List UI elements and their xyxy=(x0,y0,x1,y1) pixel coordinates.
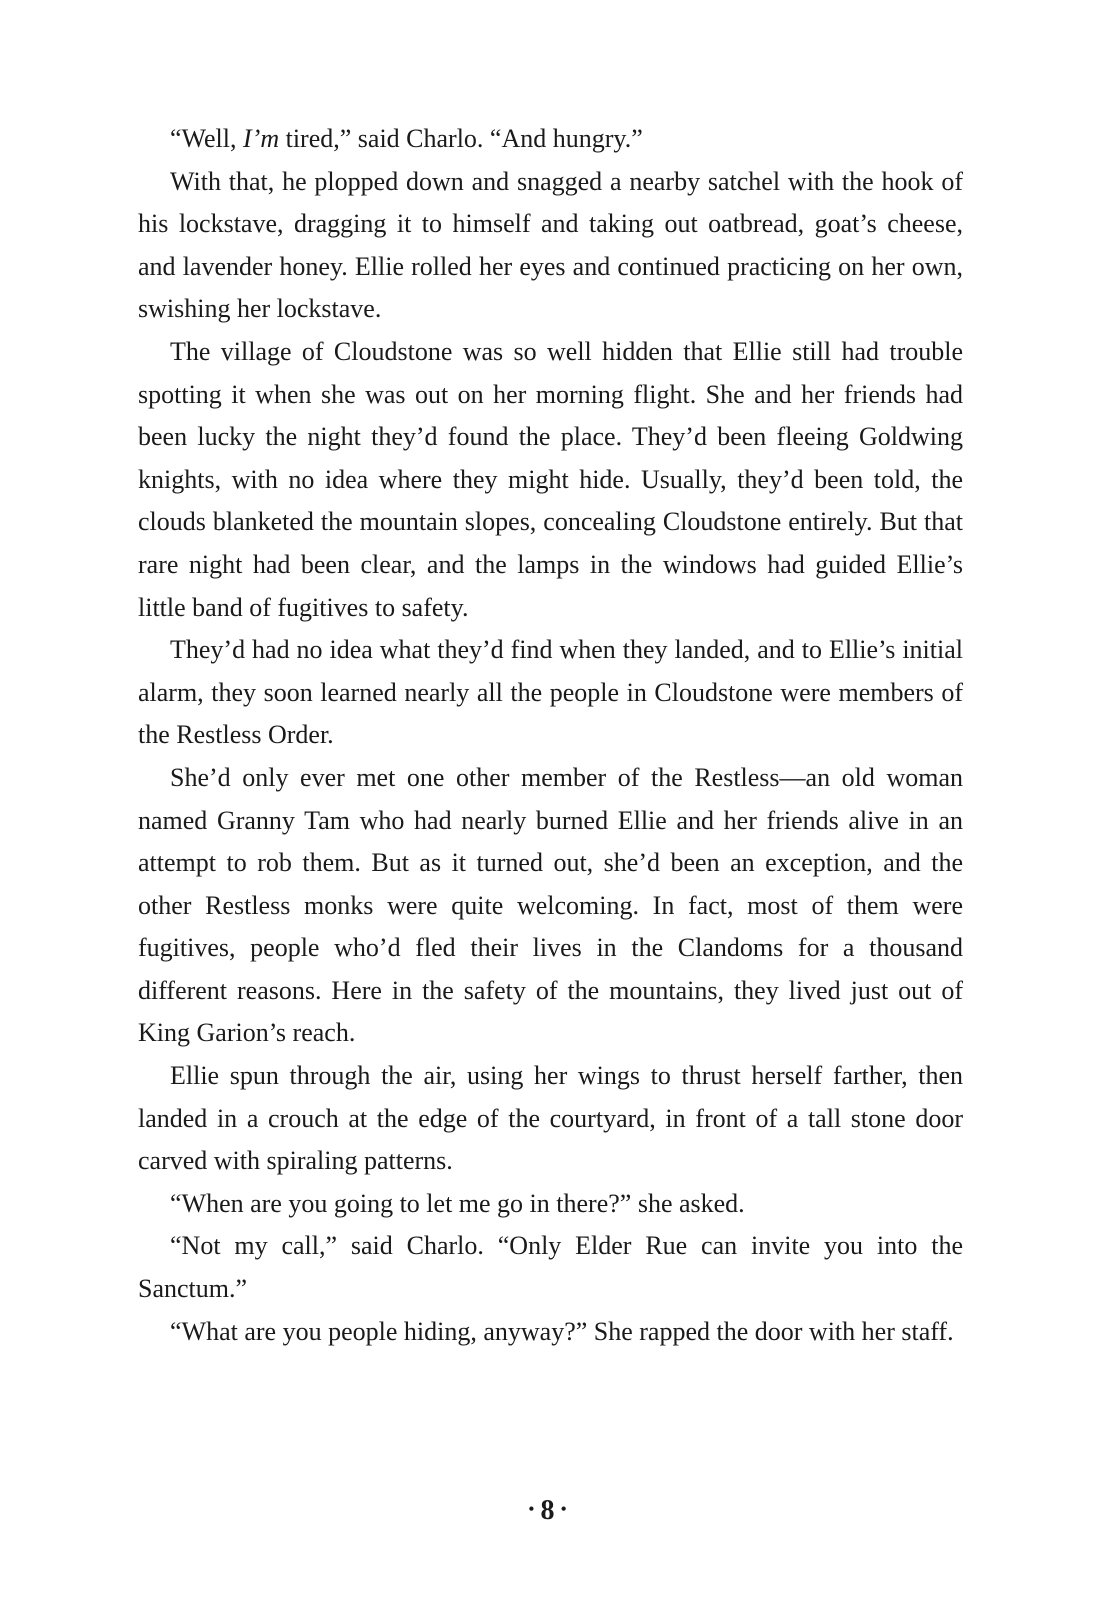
paragraph-4: They’d had no idea what they’d find when they landed, and to Ellie’s initial alarm, they soon learned nearly all the people in Cloudstone were members of the Restless Order. xyxy=(138,635,963,750)
paragraph-1 xyxy=(138,118,963,161)
paragraph-6: Ellie spun through the air, using her wings to thrust herself farther, then landed in a crouch at the edge of the courtyard, in front of a tall stone door carved with spiraling patterns. xyxy=(138,1061,963,1176)
paragraph-1-emphasis: I’m xyxy=(243,124,280,153)
paragraph-1-post: tired,” said Charlo. “And hungry.” xyxy=(279,124,643,153)
paragraph-7: “When are you going to let me go in there?” she asked. xyxy=(170,1188,745,1218)
right-ornament: • xyxy=(560,1499,573,1519)
paragraph-8: “Not my call,” said Charlo. “Only Elder Rue can invite you into the Sanctum.” xyxy=(138,1231,963,1304)
paragraph-1-pre: “Well, xyxy=(170,124,243,153)
page-number: 8 xyxy=(540,1495,561,1526)
paragraph-5: She’d only ever met one other member of the Restless—an old woman named Granny Tam who had nearly burned Ellie and her friends alive in an attempt to rob them. But as it turned out, she’d been an exception, and the other Restless monks were quite welcoming. In fact, most of them were fugitives, people who’d fled their lives in the Clandoms for a thousand different reasons. Here in the safety of the mountains, they lived just out of King Garion’s reach. xyxy=(138,762,963,1048)
paragraph-9: “What are you people hiding, anyway?” She rapped the door with her staff. xyxy=(170,1316,954,1346)
paragraph-3: The village of Cloudstone was so well hidden that Ellie still had trouble spotting it when she was out on her morning flight. She and her friends had been lucky the night they’d found the place. They’d been fleeing Goldwing knights, with no idea where they might hide. Usually, they’d been told, the clouds blanketed the mountain slopes, concealing Cloudstone entirely. But that rare night had been clear, and the lamps in the windows had guided Ellie’s little band of fugitives to safety. xyxy=(138,336,963,622)
paragraph-2: With that, he plopped down and snagged a nearby satchel with the hook of his lockstave, dragging it to himself and taking out oatbread, goat’s cheese, and lavender honey. Ellie rolled her eyes and continued practicing on her own, swishing her lockstave. xyxy=(138,166,963,324)
left-ornament: • xyxy=(528,1499,541,1519)
body-text xyxy=(138,118,963,1353)
page-footer xyxy=(0,1494,1101,1526)
